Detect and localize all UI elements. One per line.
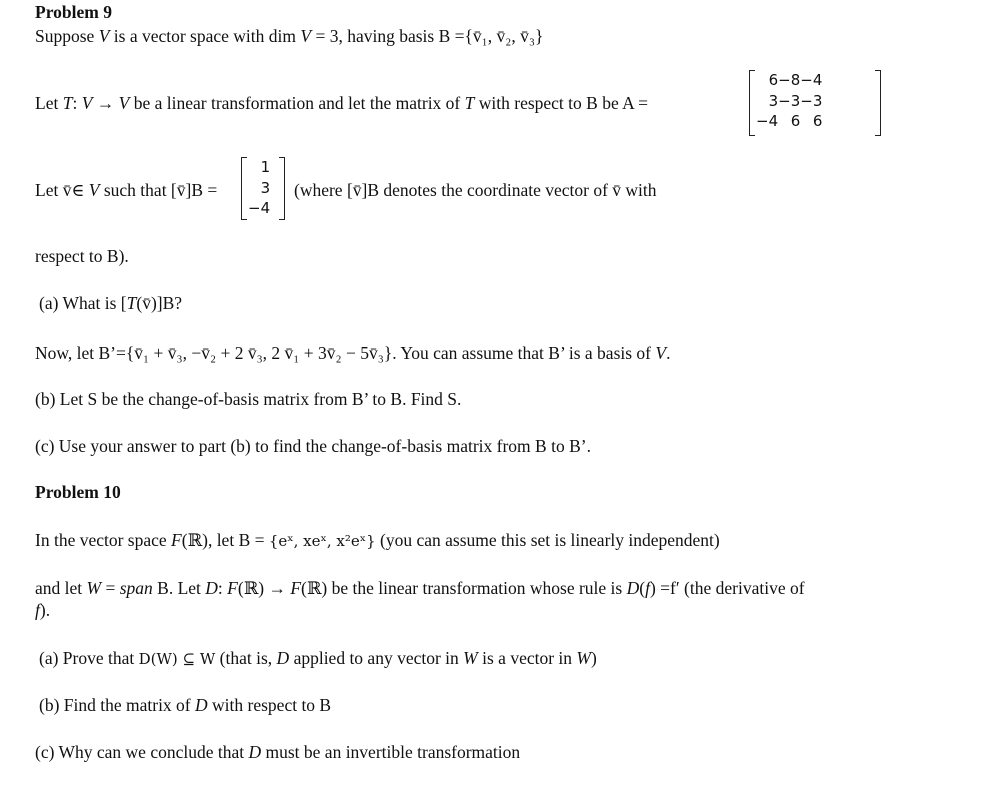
p9-line-respect: respect to B).	[35, 246, 129, 266]
matrix-A-cell: 6	[812, 112, 823, 130]
basis-exp: {eˣ, xeˣ, x²eˣ}	[268, 532, 376, 550]
p9-question-b: (b) Let S be the change-of-basis matrix from B’ to B. Find S.	[35, 389, 462, 409]
problem-10-title: Problem 10	[35, 482, 121, 502]
basis-B-prime: {v̄₁ + v̄₃, −v̄₂ + 2 v̄₃, 2 v̄₁ + 3v̄₂ − 5v̄₃}	[125, 343, 393, 363]
p10-question-a: (a) Prove that D(W) ⊆ W (that is, D applied to any vector in W is a vector in W)	[39, 648, 597, 668]
p10-line-transformation: and let W = span B. Let D: F(ℝ) → F(ℝ) be the linear transformation whose rule is D(f) =f′ (the derivative of	[35, 578, 805, 598]
vector-v-cell: −4	[248, 199, 271, 217]
p10-question-c: (c) Why can we conclude that D must be an invertible transformation	[35, 742, 521, 762]
matrix-A-cell: −4	[756, 112, 779, 130]
p9-line-transformation: Let T: V → V be a linear transformation and let the matrix of T with respect to B be A =	[35, 93, 649, 113]
p10-line-basis: In the vector space F(ℝ), let B = {eˣ, xeˣ, x²eˣ} (you can assume this set is linearly independent)	[35, 530, 720, 550]
vector-v-cell: 3	[260, 178, 271, 197]
p9-line-vector-note: (where [v̄]B denotes the coordinate vector of v̄ with	[294, 180, 657, 200]
matrix-A-cell: 6	[790, 112, 801, 130]
p9-question-c: (c) Use your answer to part (b) to find the change-of-basis matrix from B to B’.	[35, 436, 591, 456]
matrix-A	[749, 70, 881, 136]
p9-line-new-basis: Now, let B’={v̄₁ + v̄₃, −v̄₂ + 2 v̄₃, 2 v̄₁ + 3v̄₂ − 5v̄₃}. You can assume that B’ is a basis of V.	[35, 343, 671, 363]
matrix-A-cell: 3	[768, 91, 779, 110]
p9-line-vector: Let v̄∈ V such that [v̄]B =	[35, 180, 218, 200]
p10-line-continuation: f).	[35, 600, 51, 620]
matrix-A-cell: −3	[778, 91, 801, 110]
matrix-A-cell: −3	[800, 91, 823, 110]
matrix-A-cell: −4	[800, 71, 823, 89]
basis-B: {v̄₁, v̄₂, v̄₃}	[464, 26, 544, 46]
vector-v	[241, 157, 285, 220]
p10-question-b: (b) Find the matrix of D with respect to B	[39, 695, 332, 715]
problem-9-title: Problem 9	[35, 2, 112, 22]
vector-v-cell: 1	[260, 158, 271, 176]
p9-question-a: (a) What is [T(v̄)]B?	[39, 293, 183, 313]
p9-line-setup: Suppose V is a vector space with dim V = 3, having basis B ={v̄₁, v̄₂, v̄₃}	[35, 26, 544, 46]
subset-statement: D(W) ⊆ W	[138, 650, 216, 668]
matrix-A-cell: 6	[768, 71, 779, 89]
matrix-A-cell: −8	[778, 71, 801, 89]
